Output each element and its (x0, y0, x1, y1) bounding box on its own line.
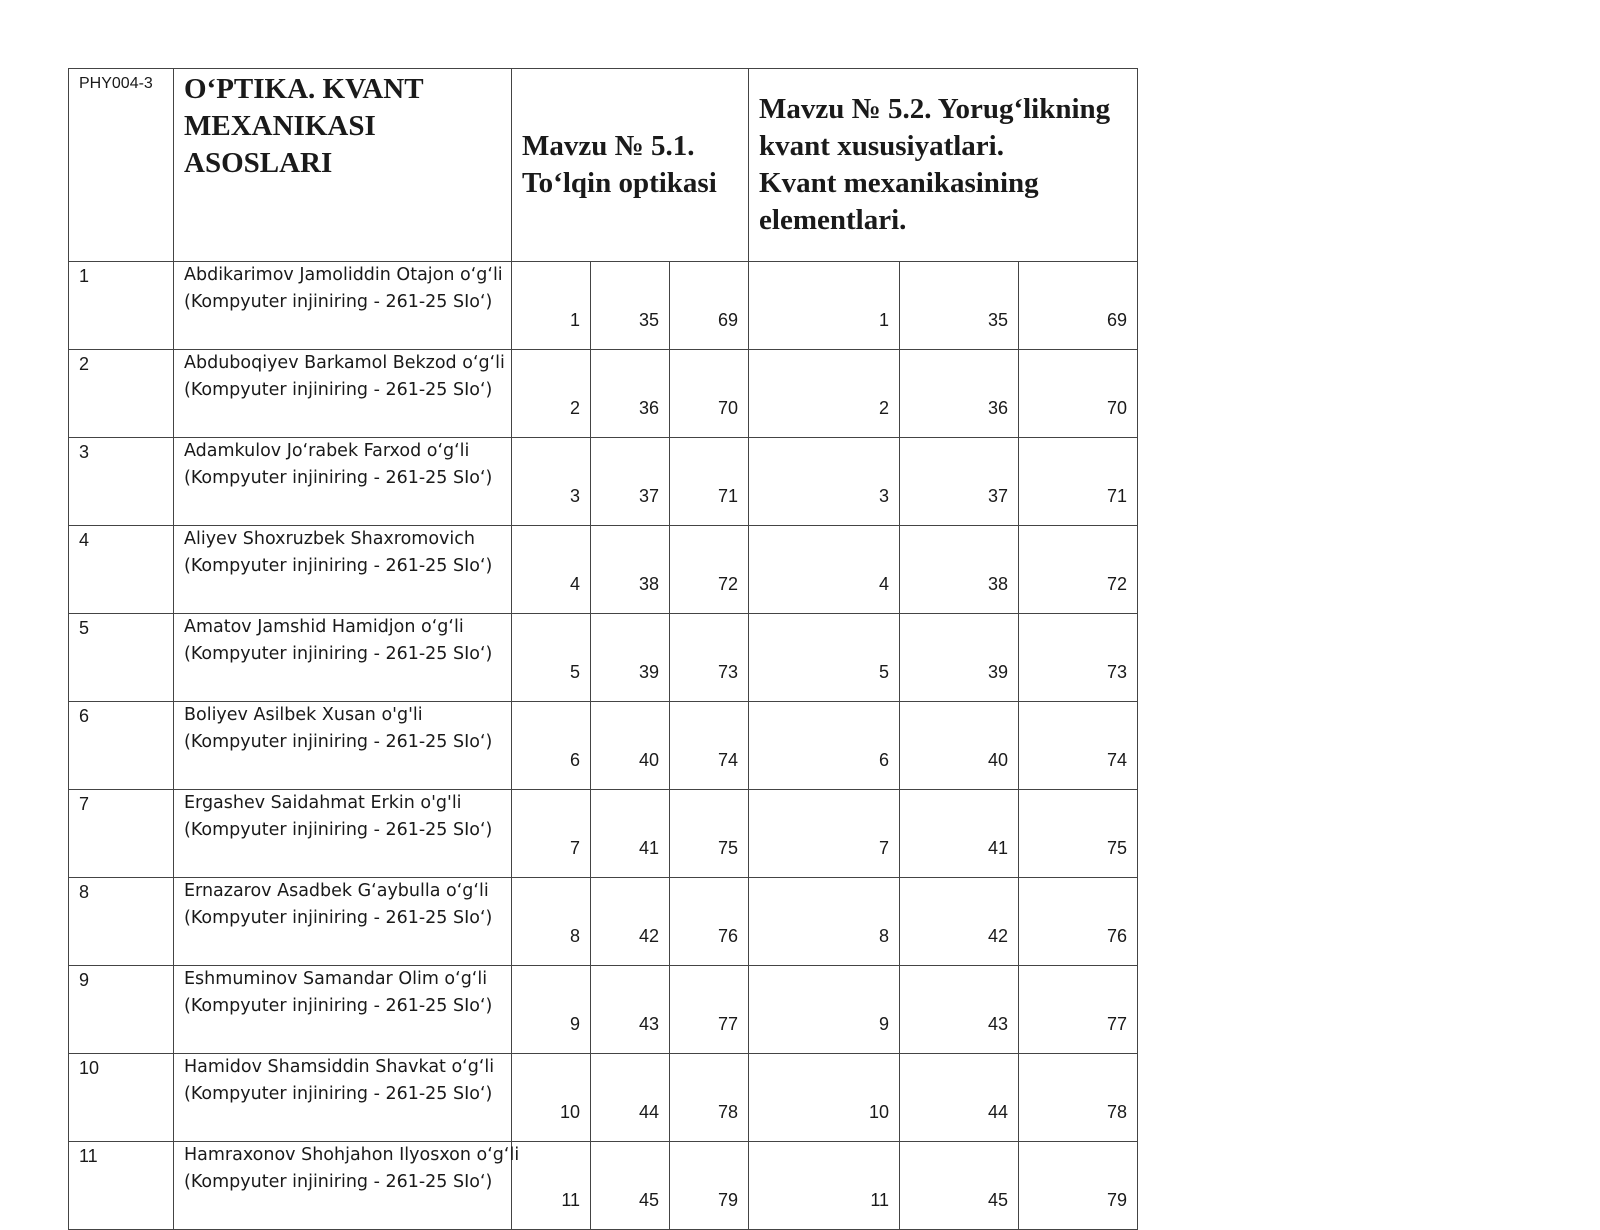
topic-5-2-value: 73 (1019, 614, 1138, 702)
topic-5-2-value: 9 (749, 966, 900, 1054)
topic-5-1-value: 1 (512, 262, 591, 350)
topic-5-1-value: 42 (591, 878, 670, 966)
student-group: (Kompyuter injiniring - 261-25 SIo‘) (184, 556, 493, 576)
topic-5-1-label: Mavzu № 5.1. To‘lqin optikasi (522, 130, 717, 199)
row-number: 2 (69, 350, 174, 438)
table-row (69, 614, 1138, 702)
topic-5-1-value: 73 (670, 614, 749, 702)
table-row (69, 790, 1138, 878)
topic-5-1-value: 71 (670, 438, 749, 526)
student-name: Boliyev Asilbek Xusan o'g'li (184, 705, 423, 725)
topic-5-1-value: 79 (670, 1142, 749, 1230)
topic-5-2-value: 38 (900, 526, 1019, 614)
row-number: 10 (69, 1054, 174, 1142)
topic-5-1-value: 35 (591, 262, 670, 350)
student-cell (174, 1142, 520, 1230)
student-group: (Kompyuter injiniring - 261-25 SIo‘) (184, 292, 493, 312)
topic-5-1-value: 41 (591, 790, 670, 878)
topic-5-1-value: 36 (591, 350, 670, 438)
topic-5-1-value: 39 (591, 614, 670, 702)
row-number: 4 (69, 526, 174, 614)
row-number: 9 (69, 966, 174, 1054)
topic-5-1-value: 72 (670, 526, 749, 614)
table-row (69, 262, 1138, 350)
student-group: (Kompyuter injiniring - 261-25 SIo‘) (184, 1084, 493, 1104)
student-cell (174, 790, 512, 878)
course-title: O‘PTIKA. KVANT MEXANIKASI ASOSLARI (174, 69, 512, 262)
topic-5-1-value: 78 (670, 1054, 749, 1142)
topic-5-2-header (749, 69, 1138, 262)
student-name: Amatov Jamshid Hamidjon o‘g‘li (184, 617, 464, 637)
topic-5-2-value: 45 (900, 1142, 1019, 1230)
topic-5-2-value: 44 (900, 1054, 1019, 1142)
topic-5-2-value: 41 (900, 790, 1019, 878)
student-group: (Kompyuter injiniring - 261-25 SIo‘) (184, 996, 493, 1016)
topic-5-2-value: 37 (900, 438, 1019, 526)
topic-5-2-value: 40 (900, 702, 1019, 790)
row-number: 11 (69, 1142, 174, 1230)
student-cell (174, 350, 512, 438)
student-cell (174, 1054, 512, 1142)
topic-5-1-value: 6 (512, 702, 591, 790)
student-name: Hamraxonov Shohjahon Ilyosxon o‘g‘li (184, 1145, 520, 1165)
topic-5-2-value: 71 (1019, 438, 1138, 526)
topic-5-1-value: 5 (512, 614, 591, 702)
student-group: (Kompyuter injiniring - 261-25 SIo‘) (184, 380, 493, 400)
topic-5-1-value: 40 (591, 702, 670, 790)
row-number: 8 (69, 878, 174, 966)
topic-5-2-value: 4 (749, 526, 900, 614)
topic-5-1-value: 45 (591, 1142, 670, 1230)
topic-5-1-value: 37 (591, 438, 670, 526)
student-name: Eshmuminov Samandar Olim o‘g‘li (184, 969, 488, 989)
topic-5-2-value: 74 (1019, 702, 1138, 790)
row-number: 1 (69, 262, 174, 350)
student-group: (Kompyuter injiniring - 261-25 SIo‘) (184, 644, 493, 664)
student-name: Adamkulov Jo‘rabek Farxod o‘g‘li (184, 441, 470, 461)
student-cell (174, 878, 512, 966)
topic-5-2-value: 77 (1019, 966, 1138, 1054)
topic-5-1-value: 69 (670, 262, 749, 350)
topic-5-2-value: 79 (1019, 1142, 1138, 1230)
table-row (69, 438, 1138, 526)
topic-5-2-value: 72 (1019, 526, 1138, 614)
table-row (69, 1054, 1138, 1142)
topic-5-1-value: 70 (670, 350, 749, 438)
topic-5-1-value: 8 (512, 878, 591, 966)
topic-5-2-value: 76 (1019, 878, 1138, 966)
student-cell (174, 702, 512, 790)
student-cell (174, 966, 512, 1054)
topic-5-2-value: 1 (749, 262, 900, 350)
table-row (69, 878, 1138, 966)
topic-5-2-value: 42 (900, 878, 1019, 966)
topic-5-2-value: 78 (1019, 1054, 1138, 1142)
topic-5-2-value: 6 (749, 702, 900, 790)
topic-5-2-value: 7 (749, 790, 900, 878)
topic-5-2-label: Mavzu № 5.2. Yorug‘likning kvant xususiyatlari. Kvant mexanikasining elementlari. (759, 93, 1111, 236)
topic-5-2-value: 43 (900, 966, 1019, 1054)
course-code: PHY004-3 (69, 69, 174, 262)
table-row (69, 350, 1138, 438)
topic-5-2-value: 3 (749, 438, 900, 526)
table-row (69, 702, 1138, 790)
topic-5-1-value: 11 (512, 1142, 591, 1230)
table-row (69, 526, 1138, 614)
header-row (69, 69, 1138, 262)
topic-5-2-value: 11 (749, 1142, 900, 1230)
student-cell (174, 438, 512, 526)
topic-5-1-value: 10 (512, 1054, 591, 1142)
topic-5-2-value: 39 (900, 614, 1019, 702)
topic-5-2-value: 70 (1019, 350, 1138, 438)
topic-5-2-value: 35 (900, 262, 1019, 350)
student-cell (174, 614, 512, 702)
table-row (69, 1142, 1138, 1230)
topic-5-1-value: 74 (670, 702, 749, 790)
student-cell (174, 526, 512, 614)
student-name: Ernazarov Asadbek G‘aybulla o‘g‘li (184, 881, 489, 901)
topic-5-1-value: 38 (591, 526, 670, 614)
topic-5-2-value: 69 (1019, 262, 1138, 350)
topic-5-2-value: 8 (749, 878, 900, 966)
topic-5-1-value: 2 (512, 350, 591, 438)
student-name: Ergashev Saidahmat Erkin o'g'li (184, 793, 462, 813)
student-name: Abduboqiyev Barkamol Bekzod o‘g‘li (184, 353, 505, 373)
topic-5-1-value: 76 (670, 878, 749, 966)
row-number: 7 (69, 790, 174, 878)
topic-5-1-value: 44 (591, 1054, 670, 1142)
student-group: (Kompyuter injiniring - 261-25 SIo‘) (184, 468, 493, 488)
row-number: 3 (69, 438, 174, 526)
student-cell (174, 262, 512, 350)
topic-5-1-value: 9 (512, 966, 591, 1054)
student-group: (Kompyuter injiniring - 261-25 SIo‘) (184, 820, 493, 840)
row-number: 5 (69, 614, 174, 702)
student-group: (Kompyuter injiniring - 261-25 SIo‘) (184, 732, 493, 752)
student-name: Aliyev Shoxruzbek Shaxromovich (184, 529, 475, 549)
student-group: (Kompyuter injiniring - 261-25 SIo‘) (184, 1172, 493, 1192)
topic-5-1-value: 3 (512, 438, 591, 526)
topic-5-1-value: 4 (512, 526, 591, 614)
topic-5-2-value: 5 (749, 614, 900, 702)
topic-5-1-value: 7 (512, 790, 591, 878)
topic-5-1-value: 75 (670, 790, 749, 878)
student-group: (Kompyuter injiniring - 261-25 SIo‘) (184, 908, 493, 928)
topic-5-2-value: 36 (900, 350, 1019, 438)
topic-5-2-value: 10 (749, 1054, 900, 1142)
topic-5-1-header (512, 69, 749, 262)
table-row (69, 966, 1138, 1054)
student-name: Hamidov Shamsiddin Shavkat o‘g‘li (184, 1057, 495, 1077)
topic-5-2-value: 75 (1019, 790, 1138, 878)
row-number: 6 (69, 702, 174, 790)
student-topic-table (68, 68, 1138, 1230)
student-name: Abdikarimov Jamoliddin Otajon o‘g‘li (184, 265, 503, 285)
topic-5-1-value: 43 (591, 966, 670, 1054)
topic-5-1-value: 77 (670, 966, 749, 1054)
topic-5-2-value: 2 (749, 350, 900, 438)
